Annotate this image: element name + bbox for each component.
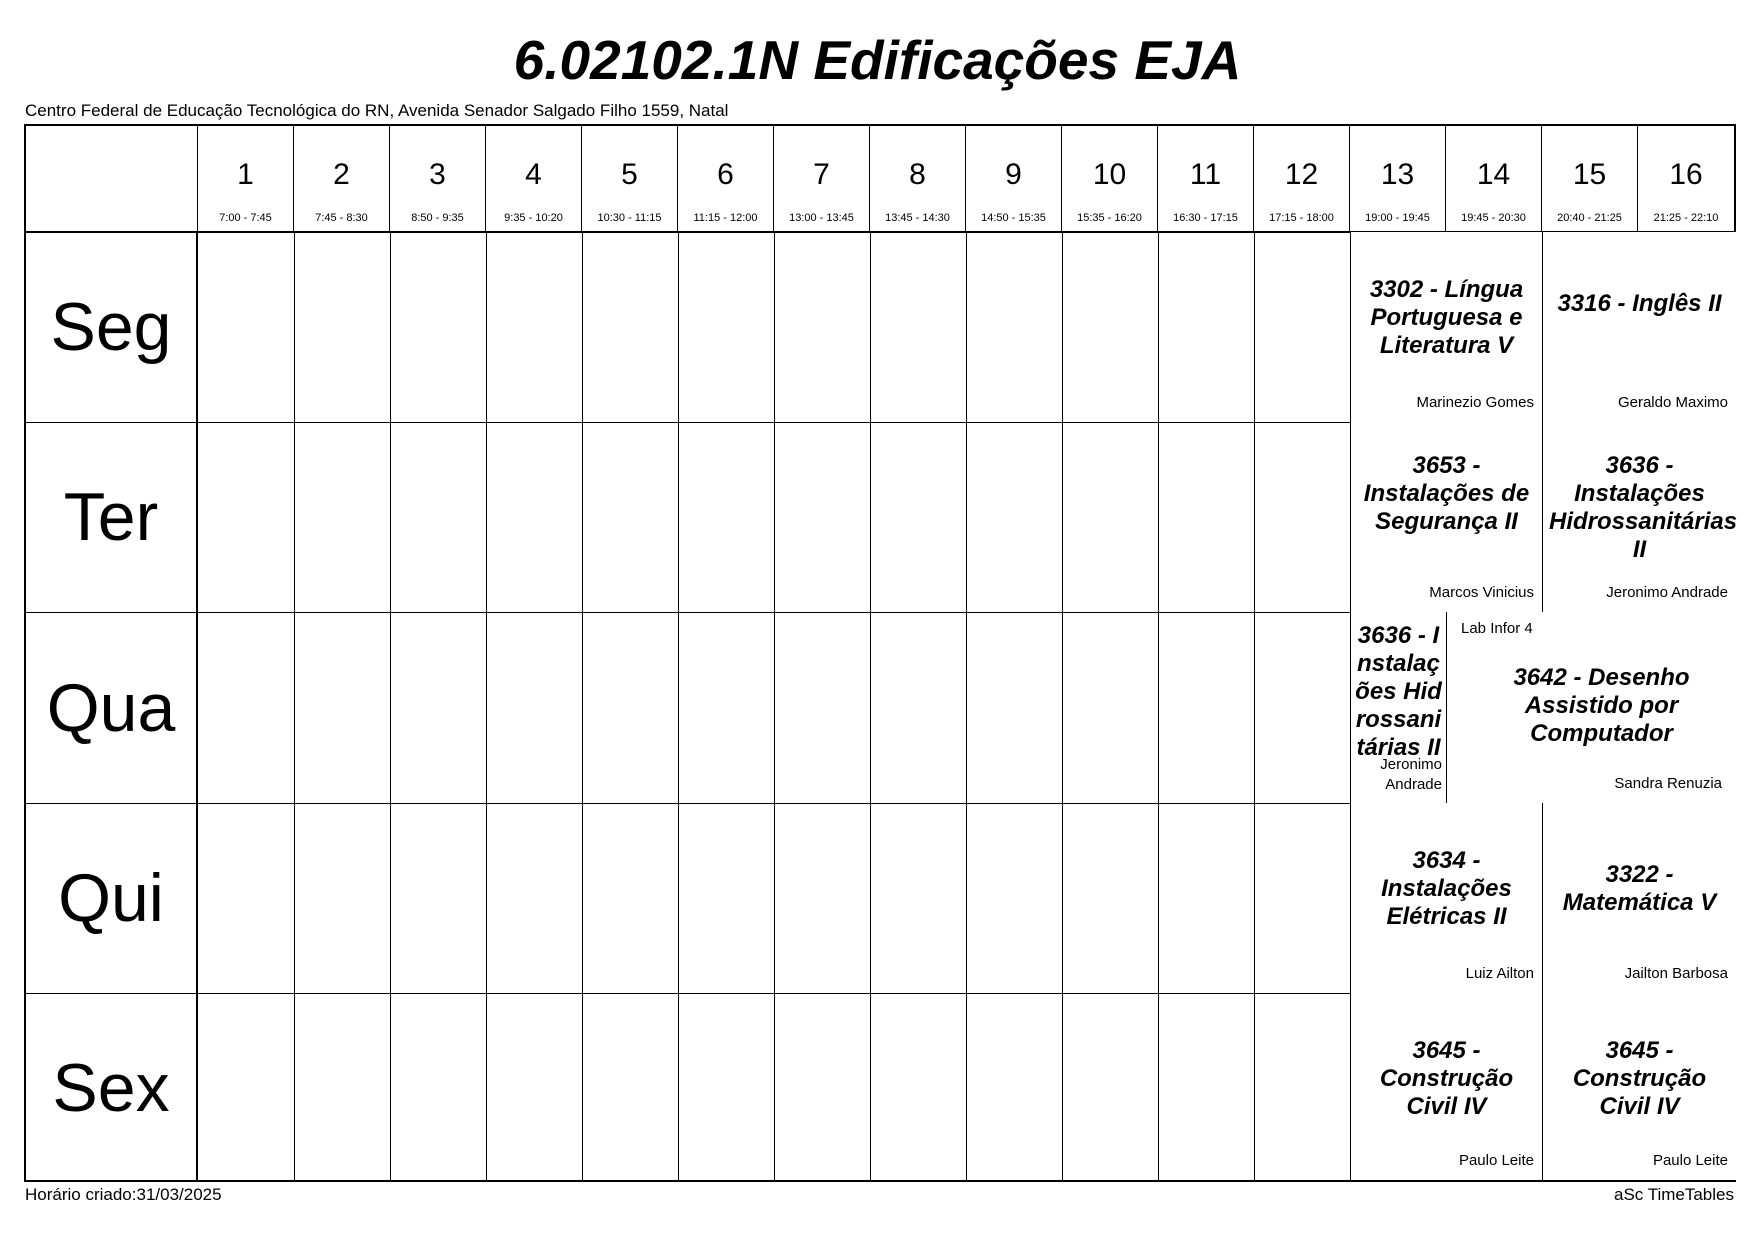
period-header — [678, 126, 774, 232]
period-time: 7:00 - 7:45 — [219, 212, 272, 224]
period-number: 13 — [1380, 158, 1415, 191]
lesson-card[interactable] — [1350, 232, 1543, 422]
lesson-card[interactable] — [1350, 612, 1447, 803]
period-header — [486, 126, 582, 232]
period-number: 9 — [1005, 158, 1022, 191]
period-header — [1638, 126, 1734, 232]
period-header — [1062, 126, 1158, 232]
software-credit: aSc TimeTables — [1614, 1185, 1734, 1204]
period-header — [294, 126, 390, 232]
lesson-subject: 3645 - Construção Civil IV — [1379, 1037, 1514, 1120]
period-header — [198, 126, 294, 232]
page-title: 6.02102.1N Edificações EJA — [513, 29, 1242, 91]
lesson-card[interactable] — [1542, 803, 1736, 993]
period-time: 19:00 - 19:45 — [1365, 212, 1430, 224]
timetable-grid — [24, 124, 1736, 1182]
lesson-subject: 3636 - Instalações Hidrossanitárias II — [1549, 452, 1738, 563]
lesson-teacher: Marinezio Gomes — [1416, 394, 1534, 411]
lesson-subject: 3322 - Matemática V — [1562, 861, 1717, 916]
period-number: 2 — [333, 158, 350, 191]
day-column-divider — [196, 232, 198, 1180]
period-time: 9:35 - 10:20 — [504, 212, 563, 224]
column-divider — [678, 232, 679, 1180]
period-number: 12 — [1284, 158, 1319, 191]
day-label-ter: Ter — [63, 479, 159, 555]
lesson-teacher: Jeronimo Andrade — [1606, 584, 1728, 601]
period-number: 14 — [1476, 158, 1511, 191]
school-address: Centro Federal de Educação Tecnológica do RN, Avenida Senador Salgado Filho 1559, Natal — [25, 101, 729, 120]
period-time: 7:45 - 8:30 — [315, 212, 368, 224]
lesson-card[interactable] — [1542, 993, 1736, 1180]
lesson-card[interactable] — [1446, 612, 1736, 803]
column-divider — [294, 232, 295, 1180]
period-header — [1254, 126, 1350, 232]
period-time: 15:35 - 16:20 — [1077, 212, 1142, 224]
period-number: 10 — [1092, 158, 1127, 191]
lesson-teacher: Geraldo Maximo — [1617, 394, 1728, 411]
period-number: 15 — [1572, 158, 1607, 191]
lesson-subject: 3302 - Língua Portuguesa e Literatura V — [1369, 276, 1524, 359]
period-header — [1446, 126, 1542, 232]
lesson-teacher: Jeronimo Andrade — [1380, 756, 1442, 793]
period-time: 16:30 - 17:15 — [1173, 212, 1238, 224]
lesson-card[interactable] — [1542, 232, 1736, 422]
period-time: 14:50 - 15:35 — [981, 212, 1046, 224]
lesson-teacher: Marcos Vinicius — [1429, 584, 1534, 601]
corner-cell — [26, 126, 198, 232]
day-label-qui: Qui — [58, 860, 164, 936]
lesson-subject: 3645 - Construção Civil IV — [1572, 1037, 1707, 1120]
period-time: 13:00 - 13:45 — [789, 212, 854, 224]
column-divider — [1062, 232, 1063, 1180]
period-time: 11:15 - 12:00 — [693, 212, 758, 224]
period-header — [1158, 126, 1254, 232]
period-time: 20:40 - 21:25 — [1557, 212, 1622, 224]
column-divider — [966, 232, 967, 1180]
lesson-room: Lab Infor 4 — [1461, 620, 1533, 637]
period-time: 10:30 - 11:15 — [597, 212, 662, 224]
period-header — [1350, 126, 1446, 232]
period-header — [1542, 126, 1638, 232]
column-divider — [774, 232, 775, 1180]
column-divider — [390, 232, 391, 1180]
created-date: Horário criado:31/03/2025 — [25, 1185, 222, 1204]
column-divider — [582, 232, 583, 1180]
period-time: 17:15 - 18:00 — [1269, 212, 1334, 224]
period-number: 16 — [1669, 158, 1703, 191]
lesson-card[interactable] — [1350, 803, 1543, 993]
column-divider — [870, 232, 871, 1180]
lesson-subject: 3653 - Instalações de Segurança II — [1363, 452, 1530, 535]
lesson-teacher: Luiz Ailton — [1465, 965, 1534, 982]
period-header — [966, 126, 1062, 232]
period-number: 11 — [1189, 158, 1222, 191]
lesson-subject: 3316 - Inglês II — [1557, 290, 1722, 317]
period-time: 8:50 - 9:35 — [411, 212, 464, 224]
period-number: 4 — [525, 158, 542, 191]
lesson-card[interactable] — [1350, 422, 1543, 612]
column-divider — [1254, 232, 1255, 1180]
period-time: 13:45 - 14:30 — [885, 212, 950, 224]
lesson-subject: 3642 - Desenho Assistido por Computador — [1513, 664, 1690, 747]
period-header — [582, 126, 678, 232]
period-header — [870, 126, 966, 232]
period-header — [774, 126, 870, 232]
period-number: 1 — [237, 158, 254, 191]
period-number: 3 — [429, 158, 446, 191]
period-number: 5 — [621, 158, 638, 191]
column-divider — [486, 232, 487, 1180]
period-header — [390, 126, 486, 232]
period-number: 6 — [717, 158, 734, 191]
day-label-qua: Qua — [46, 670, 176, 746]
lesson-subject: 3636 - Instalações Hidrossanitárias II — [1355, 622, 1442, 761]
day-label-seg: Seg — [50, 289, 172, 365]
lesson-teacher: Sandra Renuzia — [1614, 775, 1722, 792]
lesson-teacher: Paulo Leite — [1652, 1152, 1728, 1169]
lesson-card[interactable] — [1350, 993, 1543, 1180]
period-number: 8 — [909, 158, 926, 191]
column-divider — [1158, 232, 1159, 1180]
period-time: 19:45 - 20:30 — [1461, 212, 1526, 224]
lesson-subject: 3634 - Instalações Elétricas II — [1381, 847, 1512, 930]
lesson-teacher: Paulo Leite — [1458, 1152, 1534, 1169]
lesson-card[interactable] — [1542, 422, 1736, 612]
lesson-teacher: Jailton Barbosa — [1624, 965, 1728, 982]
period-number: 7 — [813, 158, 830, 191]
day-label-sex: Sex — [52, 1050, 170, 1126]
period-time: 21:25 - 22:10 — [1653, 212, 1719, 224]
